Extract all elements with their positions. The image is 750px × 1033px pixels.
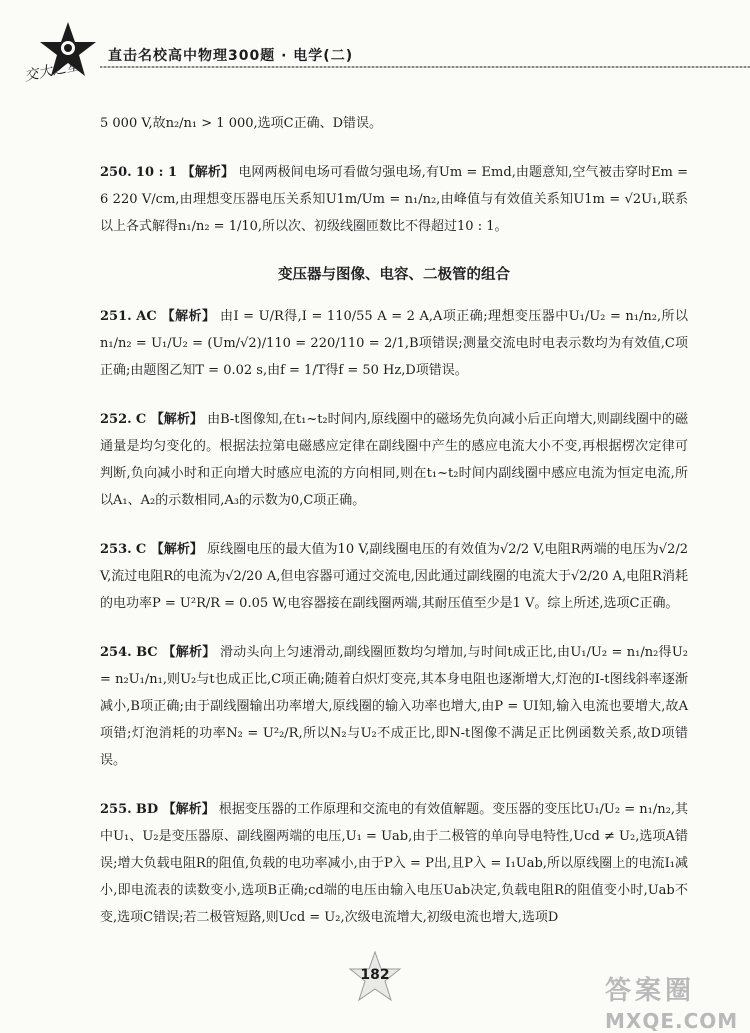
page-footer xyxy=(0,950,750,1033)
answer-tag: C 【解析】 xyxy=(135,542,203,557)
answer-paragraph xyxy=(100,110,688,137)
paragraph-text: 由B-t图像知,在t₁~t₂时间内,原线圈中的磁场先负向减小后正向增大,则副线圈中的磁通量是均匀变化的。根据法拉第电磁感应定律在副线圈中产生的感应电流大小不变,再根据楞次定律可判断,负向减小时和正向增大时感应电流的方向相同,则在t₁~t₂时间内副线圈中感应电流为恒定电流,所以A₁、A₂的示数相同,A₃的示数为0,C项正确。 xyxy=(100,412,688,508)
answer-paragraph xyxy=(100,639,688,774)
answer-tag: BD 【解析】 xyxy=(135,802,215,817)
watermark-text: 答案圈 xyxy=(605,976,696,1006)
question-number: 252. xyxy=(100,412,132,427)
answer-tag: C 【解析】 xyxy=(135,412,203,427)
paragraph-text: 电网两极间电场可看做匀强电场,有Um = Emd,由题意知,空气被击穿时Em = 6 220 V/cm,由理想变压器电压关系知U1m/Um = n₁/n₂,由峰值与有效值关系知U1m = √2U₁,联系以上各式解得n₁/n₂ = 1/10,所以次、初级线圈匝数比不得超过10 : 1。 xyxy=(100,165,689,234)
page-number: 182 xyxy=(360,967,390,983)
paragraph-text: 由I = U/R得,I = 110/55 A = 2 A,A项正确;理想变压器中U₁/U₂ = n₁/n₂,所以n₁/n₂ = U₁/U₂ = (Um/√2)/110 = 220/110 = 2/1,B项错误;测量交流电时电表示数均为有效值,C项正确;由题图乙知T = 0.02 s,由f = 1/T得f = 50 Hz,D项错误。 xyxy=(100,309,688,378)
answer-paragraph xyxy=(100,406,688,514)
answer-paragraph xyxy=(100,159,688,240)
page-header xyxy=(0,0,750,85)
answer-paragraph xyxy=(100,796,688,931)
question-number: 255. xyxy=(100,802,132,817)
paragraph-text: 原线圈电压的最大值为10 V,副线圈电压的有效值为√2/2 V,电阻R两端的电压为√2/2 V,流过电阻R的电流为√2/20 A,但电容器可通过交流电,因此通过副线圈的电流大于√2/20 A,电阻R消耗的电功率P = U²R/R = 0.05 W,电容器接在副线圈两端,其耐压值至少是1 V。综上所述,选项C正确。 xyxy=(100,542,689,611)
watermark-url: MXQE.COM xyxy=(605,1009,739,1033)
section-title: 变压器与图像、电容、二极管的组合 xyxy=(278,267,510,283)
watermark xyxy=(605,970,745,1033)
running-header-title: 直击名校高中物理300题 · 电学(二) xyxy=(108,48,354,64)
question-number: 253. xyxy=(100,542,132,557)
question-number: 254. xyxy=(100,645,132,660)
answer-tag: AC 【解析】 xyxy=(136,309,216,324)
answer-paragraph xyxy=(100,536,688,617)
paragraph-text: 5 000 V,故n₂/n₁ > 1 000,选项C正确、D错误。 xyxy=(100,116,383,131)
answer-tag: 10 : 1 【解析】 xyxy=(135,165,235,180)
page-body xyxy=(100,110,688,953)
answer-tag: BC 【解析】 xyxy=(136,645,216,660)
question-number: 251. xyxy=(100,309,132,324)
paragraph-text: 根据变压器的工作原理和交流电的有效值解题。变压器的变压比U₁/U₂ = n₁/n₂,其中U₁、U₂是变压器原、副线圈两端的电压,U₁ = Uab,由于二极管的单向导电特性,Ucd ≠ U₂,选项A错误;增大负载电阻R的阻值,负载的电功率减小,由于P入 = P出,且P入 = I₁Uab,所以原线圈上的电流I₁减小,即电流表的读数变小,选项B正确;cd端的电压由输入电压Uab决定,负载电阻R的阻值变小时,Uab不变,选项C错误;若二极管短路,则Ucd = U₂,次级电流增大,初级电流也增大,选项D xyxy=(100,802,688,925)
question-number: 250. xyxy=(100,165,132,180)
logo-text: 交大之星 xyxy=(23,57,82,85)
answer-paragraph xyxy=(100,303,688,384)
header-divider xyxy=(100,66,750,68)
paragraph-text: 滑动头向上匀速滑动,副线圈匝数均匀增加,与时间t成正比,由U₁/U₂ = n₁/n₂得U₂ = n₂U₁/n₁,则U₂与t也成正比,C项正确;随着白炽灯变亮,其本身电阻也逐渐增大,灯泡的I-t图线斜率逐渐减小,B项正确;由于副线圈输出功率增大,原线圈的输入功率也增大,由P = UI知,输入电流也要增大,故A项错;灯泡消耗的功率N₂ = U²₂/R,所以N₂与U₂不成正比,即N-t图像不满足正比例函数关系,故D项错误。 xyxy=(100,645,688,768)
